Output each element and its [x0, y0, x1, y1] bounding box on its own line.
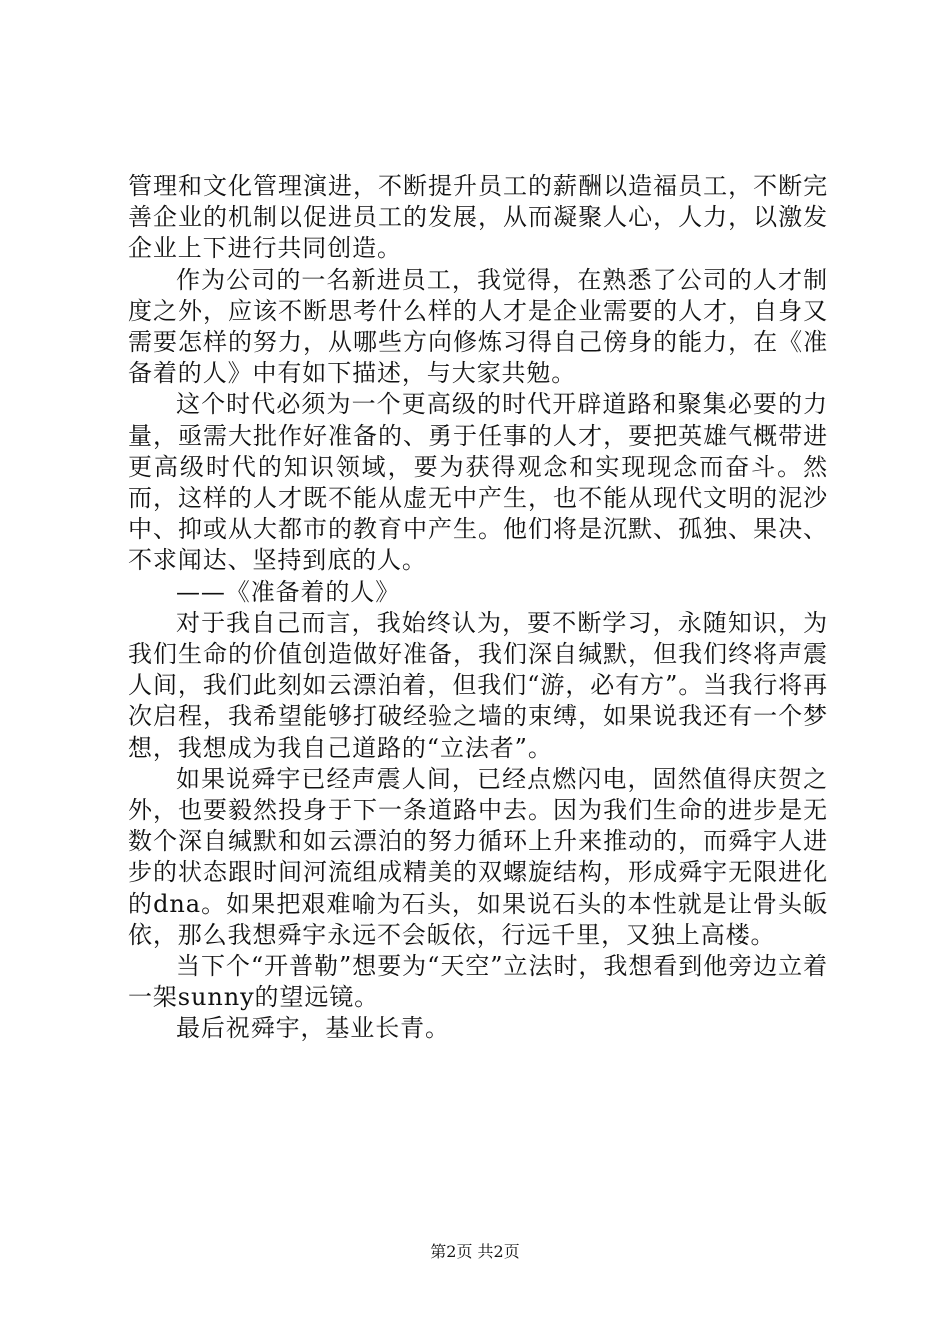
page-number-footer: 第2页 共2页 — [430, 1242, 520, 1261]
quote-attribution: ——《准备着的人》 — [176, 577, 401, 606]
paragraph-quote: 这个时代必须为一个更高级的时代开辟道路和聚集必要的力量，亟需大批作好准备的、勇于任事的人才，要把英雄气概带进更高级时代的知识领域，要为获得观念和实现现念而奋斗。然而，这样的人才既不能从虚无中产生，也不能从现代文明的泥沙中、抑或从大都市的教育中产生。他们将是沉默、孤独、果决、不求闻达、坚持到底的人。 — [128, 390, 828, 575]
paragraph-new-employee: 作为公司的一名新进员工，我觉得，在熟悉了公司的人才制度之外，应该不断思考什么样的人才是企业需要的人才，自身又需要怎样的努力，从哪些方向修炼习得自己傍身的能力，在《准备着的人》中有如下描述，与大家共勉。 — [128, 265, 828, 388]
document-body — [128, 171, 828, 1045]
paragraph-company: 如果说舜宇已经声震人间，已经点燃闪电，固然值得庆贺之外，也要毅然投身于下一条道路中去。因为我们生命的进步是无数个深自缄默和如云漂泊的努力循环上升来推动的，而舜宇人进步的状态跟时间河流组成精美的双螺旋结构，形成舜宇无限进化的dna。如果把艰难喻为石头，如果说石头的本性就是让骨头皈依，那么我想舜宇永远不会皈依，行远千里，又独上高楼。 — [128, 764, 828, 949]
paragraph-closing: 最后祝舜宇，基业长青。 — [176, 1014, 450, 1043]
paragraph-continuation: 管理和文化管理演进，不断提升员工的薪酬以造福员工，不断完善企业的机制以促进员工的发展，从而凝聚人心，人力，以激发企业上下进行共同创造。 — [128, 172, 828, 263]
paragraph-personal: 对于我自己而言，我始终认为，要不断学习，永随知识，为我们生命的价值创造做好准备，我们深自缄默，但我们终将声震人间，我们此刻如云漂泊着，但我们“游，必有方”。当我行将再次启程，我希望能够打破经验之墙的束缚，如果说我还有一个梦想，我想成为我自己道路的“立法者”。 — [128, 608, 828, 762]
paragraph-kepler: 当下个“开普勒”想要为“天空”立法时，我想看到他旁边立着一架sunny的望远镜。 — [128, 952, 828, 1012]
